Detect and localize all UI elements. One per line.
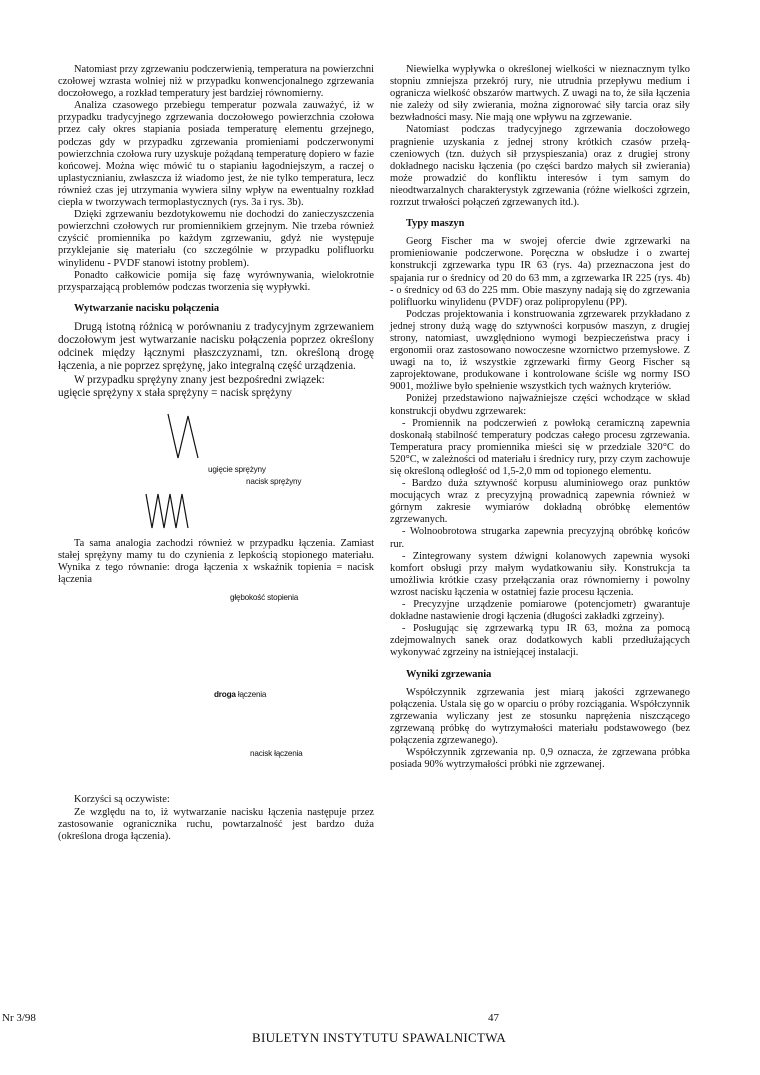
paragraph: W przypadku sprężyny znany jest bezpośredni związek: [74, 373, 325, 386]
list-item: - Precyzyjne urządzenie pomiarowe (potencjometr) gwarantuje dokładne nastawienie drogi łączenia (długości zakładki zgrzeiny). [390, 599, 690, 623]
page-number: 47 [488, 1012, 499, 1024]
right-column [390, 64, 690, 771]
paragraph: Analiza czasowego przebiegu temperatur pozwala zauważyć, iż w przypadku tradycyjnego zgrzewania doczołowego powierzchnia czołowa przez cały okres stapiania posiada temperaturę elementu grzejnego, podczas gdy w przypadku zgrzewania promieniami podczerwonymi powierzchnia czołowa rury uzyskuje pożądaną temperaturę dopiero w fazie końcowej. Można więc mówić tu o stapianiu łagodniejszym, a raczej o uplastycznianiu, zwłaszcza iż wiadomo jest, że nie tylko temperatura, lecz również czas jej utrzymania wywiera silny wpływ na ewentualny rozkład ciepła w tworzywach termoplastycznych (rys. 3a i rys. 3b). [58, 100, 374, 209]
equation-spring: ugięcie sprężyny x stała sprężyny = nacisk sprężyny [58, 386, 293, 399]
paragraph: Drugą istotną różnicą w porównaniu z tradycyjnym zgrzewaniem doczołowym jest wytwarzanie nacisku połączenia poprzez określony odcinek między łącznymi płaszczyznami, tzn. określoną drogę łączenia, a nie poprzez sprężynę, jako integralną część urządzenia. [58, 320, 374, 373]
figure-label-joining-force: nacisk łączenia [250, 749, 303, 759]
figure-label-spring-deflection: ugięcie sprężyny [208, 465, 266, 475]
paragraph: Natomiast podczas tradycyjnego zgrzewania doczołowego pragnienie uzyskania z jednej strony krótkich czasów przełą-czeniowych (tzn. dużych sił przyspieszania) oraz z drugiej strony dokładnego nacisku łączenia (po części bardzo małych sił zwierania) może prowadzić do konfliktu interesów i tym samym do nieodtwarzalnych charakterystyk zgrzewania (różne wielkości zgrzein, rozrzut trwałości połączeń zgrzewanych itd.). [390, 124, 690, 209]
section-heading: Typy maszyn [406, 218, 465, 230]
section-heading: Wytwarzanie nacisku połączenia [74, 302, 220, 314]
spring-figure [58, 400, 374, 538]
spring-extended-graphic [144, 488, 194, 532]
list-item: - Posługując się zgrzewarką typu IR 63, można za pomocą zdejmowalnych sanek oraz dodatkowych kabli przedłużających wykonywać zgrzeiny na istniejącej instalacji. [390, 623, 690, 659]
list-item: - Bardzo duża sztywność korpusu aluminiowego oraz punktów mocujących wraz z precyzyjną prowadnicą zapewnia również w górnym zakresie wymiarów dokładną obróbkę elementów zgrzewanych. [390, 478, 690, 526]
paragraph: Ta sama analogia zachodzi również w przypadku łączenia. Zamiast stałej sprężyny mamy tu do czynienia z lepkością stopionego materiału. Wynika z tego równanie: droga łączenia x wskaźnik topienia = nacisk łączenia [58, 538, 374, 586]
paragraph: Współczynnik zgrzewania np. 0,9 oznacza, że zgrzewana próbka posiada 90% wytrzymałości próbki nie zgrzewanej. [390, 747, 690, 771]
figure-label-melt-depth: głębokość stopienia [230, 593, 299, 603]
list-item: - Zintegrowany system dźwigni kolanowych zapewnia wysoki komfort obsługi przy małym wydatkowaniu siły. Konstrukcja ta umożliwia krótkie czasy przełączania oraz równomierny i powolny wzrost nacisku łączenia w ostatniej fazie procesu łączenia. [390, 550, 690, 598]
list-item: - Wolnoobrotowa strugarka zapewnia precyzyjną obróbkę końców rur. [390, 526, 690, 550]
left-column [58, 64, 374, 843]
paragraph: Natomiast przy zgrzewaniu podczerwienią, temperatura na powierzchni czołowej wzrasta wolniej niż w przypadku konwencjonalnego zgrzewania doczołowego, a rozkład temperatury jest bardziej równomierny. [58, 64, 374, 100]
figure-label-joining-path: droga łączenia [214, 690, 267, 700]
paragraph: Ponadto całkowicie pomija się fazę wyrównywania, wielokrotnie przysparzającą problemów podczas tworzenia się wypływki. [58, 269, 374, 293]
paragraph: Niewielka wypływka o określonej wielkości w nieznacznym tylko stopniu zmniejsza przekrój rury, nie utrudnia przepływu medium i ogranicza wielkość obszarów martwych. Z uwagi na to, że siła łączenia nie zależy od siły zwierania, można zignorować siły tarcia oraz siły bezwładności masy. Nie mają one wpływu na zgrzewanie. [390, 64, 690, 124]
figure-label-spring-force: nacisk sprężyny [246, 477, 302, 487]
list-item: - Promiennik na podczerwień z powłoką ceramiczną zapewnia doskonałą stabilność temperatury podczas całego procesu zgrzewania. Temperatura pracy promiennika mieści się w przedziale 320°C do 520°C, w zależności od materiału i średnicy rury, przy czym zachowuje się określoną odległość od 1,5-2,0 mm od topionego elementu. [390, 417, 690, 477]
paragraph: Ze względu na to, iż wytwarzanie nacisku łączenia następuje przez zastosowanie ogranicznika ruchu, powtarzalność jest bardzo duża (określona droga łączenia). [58, 806, 374, 842]
paragraph: Georg Fischer ma w swojej ofercie dwie zgrzewarki na promieniowanie podczerwone. Poręczna w obsłudze i o zwartej konstrukcji zgrzewarka typu IR 63 (rys. 4a) przeznaczona jest do spajania rur o średnicy od 20 do 63 mm, a zgrzewarka IR 225 (rys. 4b) - o średnicy od 63 do 225 mm. Obie maszyny nadają się do zgrzewania polifluorku winylidenu (PVDF) oraz polipropylenu (PP). [390, 236, 690, 308]
section-heading: Wyniki zgrzewania [406, 668, 492, 680]
paragraph: Poniżej przedstawiono najważniejsze części wchodzące w skład konstrukcji obydwu zgrzewarek: [390, 393, 690, 417]
spring-compressed-graphic [166, 412, 206, 462]
paragraph: Dzięki zgrzewaniu bezdotykowemu nie dochodzi do zanieczyszczenia powierzchni czołowych rur promiennikiem grzejnym. Nie trzeba również czyścić promiennika po każdym zgrzewaniu, gdyż nie występuje przyklejanie się materiału (co szczególnie w przypadku polifluorku winylidenu - PVDF stanowi istotny problem). [58, 209, 374, 269]
paragraph: Współczynnik zgrzewania jest miarą jakości zgrzewanego połączenia. Ustala się go w oparciu o próby rozciągania. Współczynnik zgrzewania wyliczany jest ze stosunku naprężenia niszczącego zgrzewaną próbkę do wytrzymałości materiału podstawowego (bez połączenia zgrzewanego). [390, 686, 690, 746]
issue-number: Nr 3/98 [2, 1012, 36, 1024]
paragraph: Korzyści są oczywiste: [74, 794, 170, 806]
joining-figure [58, 586, 374, 794]
journal-title: BIULETYN INSTYTUTU SPAWALNICTWA [252, 1030, 507, 1045]
paragraph: Podczas projektowania i konstruowania zgrzewarek przykładano z jednej strony dużą wagę do sztywności korpusów maszyn, z drugiej strony, natomiast, uwzględniono wymogi bezpieczeństwa pracy i ergonomii oraz zastosowano nowoczesne wzornictwo przemysłowe. Z uwagi na to, iż wszystkie zgrzewarki firmy Georg Fischer są zaprojektowane, produkowane i kontrolowane ściśle wg normy ISO 9001, możliwe było spełnienie wszystkich tych ważnych kryteriów. [390, 308, 690, 393]
